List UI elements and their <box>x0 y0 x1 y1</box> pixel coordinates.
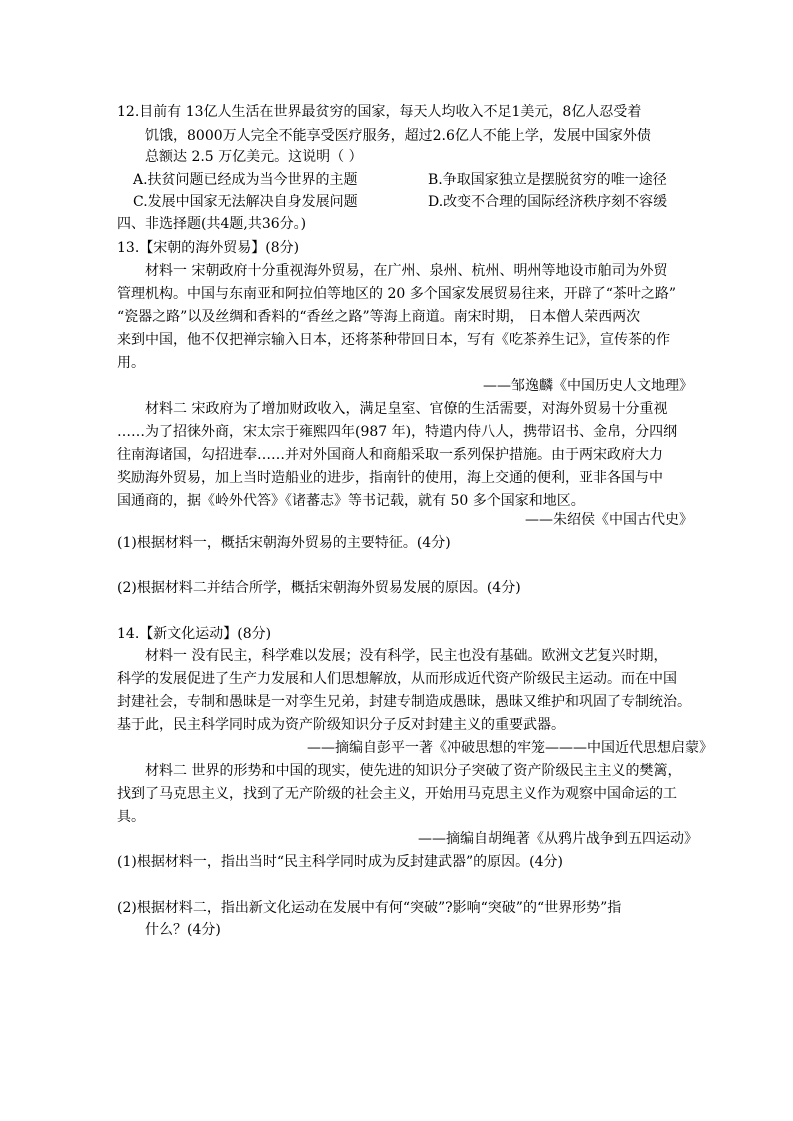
q14-material1-line: 封建社会，专制和愚昧是一对孪生兄弟，封建专制造成愚昧，愚昧又维护和巩固了专制统治。 <box>117 694 691 710</box>
q12-stem-line-1: 12.目前有 13亿人生活在世界最贫穷的国家，每天人均收入不足1美元，8亿人忍受着 <box>117 104 642 120</box>
q13-material1-line: 管理机构。中国与东南亚和阿拉伯等地区的 20 多个国家发展贸易往来，开辟了“茶叶之路” <box>117 286 677 302</box>
q14-material1-line: 材料一 没有民主，科学难以发展；没有科学，民主也没有基础。欧洲文艺复兴时期， <box>145 648 668 664</box>
q12-option-a: A.扶贫问题已经成为当今世界的主题 <box>133 172 358 188</box>
q13-material1-line: 来到中国，他不仅把禅宗输入日本，还将茶种带回日本，写有《吃茶养生记》，宣传茶的作 <box>117 332 670 348</box>
q12-option-d: D.改变不合理的国际经济秩序刻不容缓 <box>428 194 668 210</box>
q14-question-2-line-1: (2)根据材料二，指出新文化运动在发展中有何“突破”?影响“突破”的“世界形势”指 <box>117 900 622 916</box>
q12-option-b: B.争取国家独立是摆脱贫穷的唯一途径 <box>428 172 667 188</box>
q14-material1-line: 基于此，民主科学同时成为资产阶级知识分子反对封建主义的重要武器。 <box>117 717 565 733</box>
q13-source2: ——朱绍侯《中国古代史》 <box>525 512 693 528</box>
q13-material2-line: 材料二 宋政府为了增加财政收入，满足皇室、官僚的生活需要，对海外贸易十分重视 <box>145 401 668 417</box>
q13-title: 13.【宋朝的海外贸易】(8分) <box>117 240 300 256</box>
q14-question-1: (1)根据材料一，指出当时“民主科学同时成为反封建武器”的原因。(4分) <box>117 854 563 870</box>
section-heading: 四、非选择题(共4题,共36分。) <box>117 216 307 232</box>
q13-material2-line: 往南海诸国，勾招进奉……并对外国商人和商船采取一系列保护措施。由于两宋政府大力 <box>117 447 663 463</box>
q13-material1-line: “瓷器之路”以及丝绸和香料的“香丝之路”等海上商道。南宋时期， 日本僧人荣西两次 <box>117 309 641 325</box>
q14-material2-line: 具。 <box>117 809 145 825</box>
q13-material2-line: 奖励海外贸易，加上当时造船业的进步，指南针的使用，海上交通的便利，亚非各国与中 <box>117 470 663 486</box>
q13-material2-line: 国通商的，据《岭外代答》《诸蕃志》等书记载，就有 50 多个国家和地区。 <box>117 493 585 509</box>
q14-material2-line: 找到了马克思主义，找到了无产阶级的社会主义，开始用马克思主义作为观察中国命运的工 <box>117 786 677 802</box>
q14-material1-line: 科学的发展促进了生产力发展和人们思想解放，从而形成近代资产阶级民主运动。而在中国 <box>117 671 677 687</box>
q13-material1-line: 材料一 宋朝政府十分重视海外贸易，在广州、泉州、杭州、明州等地设市舶司为外贸 <box>145 263 668 279</box>
q14-source2: ——摘编自胡绳著《从鸦片战争到五四运动》 <box>418 831 698 847</box>
q12-stem-line-2: 饥饿，8000万人完全不能享受医疗服务，超过2.6亿人不能上学，发展中国家外债 <box>145 128 651 144</box>
q13-material1-line: 用。 <box>117 355 145 371</box>
q13-source1: ——邹逸麟《中国历史人文地理》 <box>483 378 693 394</box>
q12-stem-line-3: 总额达 2.5 万亿美元。这说明（ ） <box>145 149 363 165</box>
q13-material2-line: ……为了招徕外商，宋太宗于雍熙四年(987 年)，特遣内侍八人，携带诏书、金帛，分四纲 <box>117 424 678 440</box>
q14-question-2-line-2: 什么？(4分) <box>145 922 221 938</box>
q13-question-1: (1)根据材料一，概括宋朝海外贸易的主要特征。(4分) <box>117 535 451 551</box>
q14-source1: ——摘编自彭平一著《冲破思想的牢笼———中国近代思想启蒙》 <box>307 740 713 756</box>
q14-material2-line: 材料二 世界的形势和中国的现实，使先进的知识分子突破了资产阶级民主主义的樊篱， <box>145 763 682 779</box>
q13-question-2: (2)根据材料二并结合所学，概括宋朝海外贸易发展的原因。(4分) <box>117 580 521 596</box>
q14-title: 14.【新文化运动】(8分) <box>117 626 272 642</box>
q12-option-c: C.发展中国家无法解决自身发展问题 <box>133 194 358 210</box>
